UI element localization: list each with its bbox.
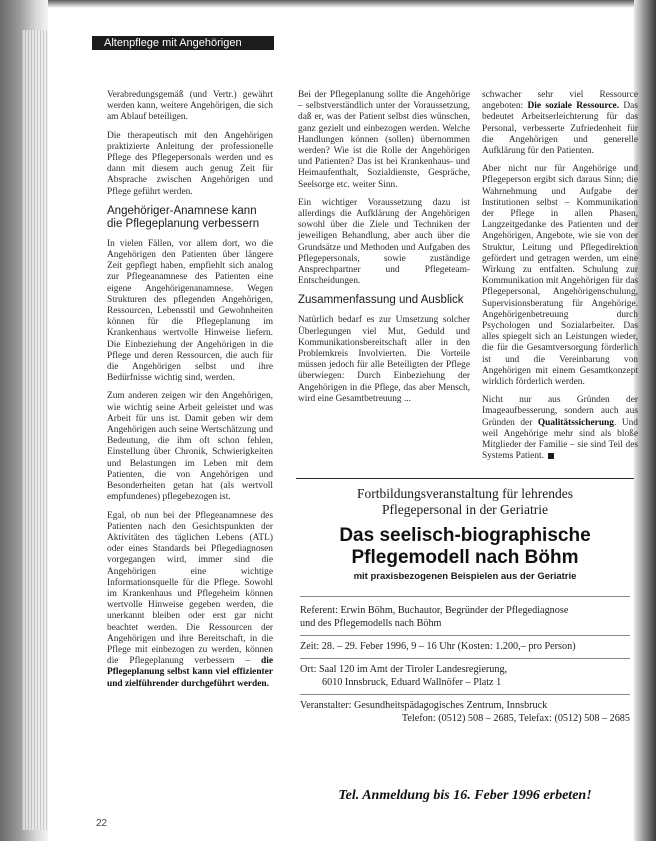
- paragraph-text: . Und weil Angehörige mehr sind als bloße Mitglieder der Familie – sie sind Teil des Systems Patient.: [482, 417, 638, 462]
- paragraph: [482, 90, 638, 157]
- ad-organizer-line-1: Veranstalter: Gesundheitspädagogisches Zentrum, Innsbruck: [300, 700, 548, 711]
- end-of-article-mark: [548, 453, 554, 459]
- paragraph-text: schwacher sehr viel Ressource angeboten:: [482, 90, 638, 112]
- ad-registration-note: Tel. Anmeldung bis 16. Feber 1996 erbeten!: [338, 788, 592, 803]
- ad-time-line: Zeit: 28. – 29. Feber 1996, 9 – 16 Uhr (Kosten: 1.200,– pro Person): [300, 641, 576, 652]
- ad-heading-line-2: Pflegepersonal in der Geriatrie: [381, 502, 549, 517]
- paragraph: Zum anderen zeigen wir den Angehörigen, wie wichtig seine Arbeit geleistet und was Arbeit für uns ist. Damit geben wir dem Angehörigen auch seine Wertschätzung und Bedeutung, die ihm oft schon fehlen, Einstellung über Chronik, Schwierigkeiten und Belastungen im Leben mit dem Patienten, die von Angehörigen und Besonderheiten getan hat (als wertvoll empfundenes) pflegebezogen ist.: [107, 391, 273, 503]
- section-header: Altenpflege mit Angehörigen: [92, 36, 274, 50]
- paragraph: Ein wichtiger Voraussetzung dazu ist allerdings die Aufklärung der Angehörigen sowohl über die Ziele und Techniken der jeweiligen Behandlung, aber auch über die Grundsätze und Methoden und Aufgaben des Pflegepersonals, sowie zuständige Ansprechpartner und Pflegeteam-Entscheidungen.: [298, 197, 470, 287]
- text-column-1: [107, 90, 273, 697]
- paragraph: [107, 511, 273, 690]
- ad-title-line-2: Pflegemodell nach Böhm: [351, 547, 579, 568]
- paragraph-text: Nicht nur aus Gründen der Imageaufbesserung, sondern auch aus Gründen der: [482, 395, 638, 428]
- paragraph: [482, 395, 638, 462]
- ad-divider: [300, 596, 630, 597]
- text-column-2: [298, 90, 470, 412]
- ad-speaker-line-2: und des Pflegemodells nach Böhm: [300, 618, 442, 629]
- ad-heading-line-1: Fortbildungsveranstaltung für lehrendes: [357, 486, 573, 501]
- paragraph: Die therapeutisch mit den Angehörigen praktizierte Anleitung der professionelle Pflege des Pflegepersonals werden und es dann mit diesem auch genug Zeit für Absprache zwischen Angehörigen und Pflege geführt werden.: [107, 130, 273, 197]
- ad-divider: [300, 694, 630, 695]
- paragraph: In vielen Fällen, vor allem dort, wo die Angehörigen den Patienten über längere Zeit gepflegt haben, empfiehlt sich analog zur Pflegeanamnese des Patienten eine eigene Angehörigenanamnese. Wegen Strukturen des pflegenden Angehörigen, Ressourcen, Lebensstil und Gewohnheiten können für die Pflegeplanung im Krankenhaus wertvolle Hinweise liefern. Die Einbeziehung der Angehörigen in die Pflege und deren Ressourcen, die auch für die Angehörigen selbst und ihre Bedürfnisse wichtig sind, werden.: [107, 238, 273, 384]
- scan-edge-top: [0, 0, 656, 8]
- subheading-anamnese: Angehöriger-Anamnese kann die Pflegeplanung verbessern: [107, 204, 260, 230]
- paragraph: Bei der Pflegeplanung sollte die Angehörige – selbstverständlich unter der Voraussetzung, daß er, was der Patient selbst dies wünschen, ganz gezielt und einbezogen werden. Welche Handlungen können (sollen) übernommen werden? Wie ist die Rolle der Angehörigen und Patienten? Das ist bei Krankenhaus- und Heimaufenthalt, Sozialdienste, Gespräche, Seelsorge etc. weiter Sinn.: [298, 90, 470, 190]
- paragraph-text: Egal, ob nun bei der Pflegeanamnese des Patienten nach den Gesichtspunkten der Aktivitäten des täglichen Lebens (ATL) oder eines Standards bei Pflegediagnosen vorgegangen wird, immer sind die Angehörigen eine wichtige Informationsquelle für die Pflege. Sowohl im Krankenhaus und Pflegeheim können wertvolle Hinweise gegeben werden, die unerkannt bleiben oder erst gar nicht beachtet werden. Die Ressourcen der Angehörigen und ihre Bereitschaft, in die Pflege mit einbezogen zu werden, können die Pflegeplanung verbessern –: [107, 510, 273, 667]
- ad-subtitle: mit praxisbezogenen Beispielen aus der Geriatrie: [353, 571, 577, 582]
- ad-organizer-line-2: Telefon: (0512) 508 – 2685, Telefax: (0512) 508 – 2685: [401, 713, 630, 724]
- bold-emphasis: Qualitätssicherung: [537, 417, 614, 428]
- ad-speaker-line-1: Referent: Erwin Böhm, Buchautor, Begründer der Pflegediagnose: [300, 605, 569, 616]
- bold-emphasis: die Pflegeplanung selbst kann viel effizienter und zielführender durchgeführt werden.: [107, 656, 273, 689]
- bold-emphasis: Die soziale Ressource.: [527, 101, 620, 112]
- ad-divider: [300, 658, 630, 659]
- ad-place-line-2: 6010 Innsbruck, Eduard Wallnöfer – Platz 1: [322, 677, 502, 688]
- paragraph: Aber nicht nur für Angehörige und Pflegeperson ergibt sich daraus Sinn; die Wahrnehmung und Aufgabe der Institutionen selbst – Kommunikation der Pflege in allen Phasen, Langzeitgedanke des Patienten und der Angehörigen, Angebote, wie sie von der Struktur, Leitung und Pflegedirektion gefördert und getragen werden, um eine Wirkung zu entfalten. Schulung zur Kommunikation mit Angehörigen für das Pflegepersonal, Angehörigenschulung, Supervisionsberatung für Angehörige. Angehörigenbetreuung durch Psychologen und Sozialarbeiter. Das alles spiegelt sich an Leistungen wieder, die für die Gesamtversorgung förderlich ist und die Vereinbarung von Angehörigen mit einem Gesamtkonzept wirklich förderlich werden.: [482, 164, 638, 388]
- page-stack-edges: [22, 30, 48, 830]
- ad-top-rule: [296, 478, 634, 479]
- page-number: 22: [96, 818, 108, 829]
- paragraph: Natürlich bedarf es zur Umsetzung solcher Überlegungen viel Mut, Geduld und Kommunikationsbereitschaft aller in den Problemkreis Involvierten. Die Vorteile müssen jedoch für alle Beteiligten der Pflege überwiegen: Durch Einbeziehung der Angehörigen in die Pflege, das aber Mensch, wird eine Gesamtbetreuung ...: [298, 315, 470, 404]
- event-advertisement: [296, 478, 634, 808]
- ad-place-line-1: Ort: Saal 120 im Amt der Tiroler Landesregierung,: [300, 664, 508, 675]
- paragraph-text: Das bedeutet Arbeitserleichterung für das Personal, verbesserte Zufriedenheit für die Angehörigen und generelle Aufklärung für den Patienten.: [482, 101, 638, 157]
- ad-title-line-1: Das seelisch-biographische: [339, 525, 591, 546]
- ad-divider: [300, 635, 630, 636]
- subheading-zusammenfassung: Zusammenfassung und Ausblick: [298, 294, 464, 307]
- paragraph: Verabredungsgemäß (und Vertr.) gewährt werden kann, weitere Angehörigen, die sich am Ablauf beteiligen.: [107, 90, 273, 123]
- text-column-3: [482, 90, 638, 470]
